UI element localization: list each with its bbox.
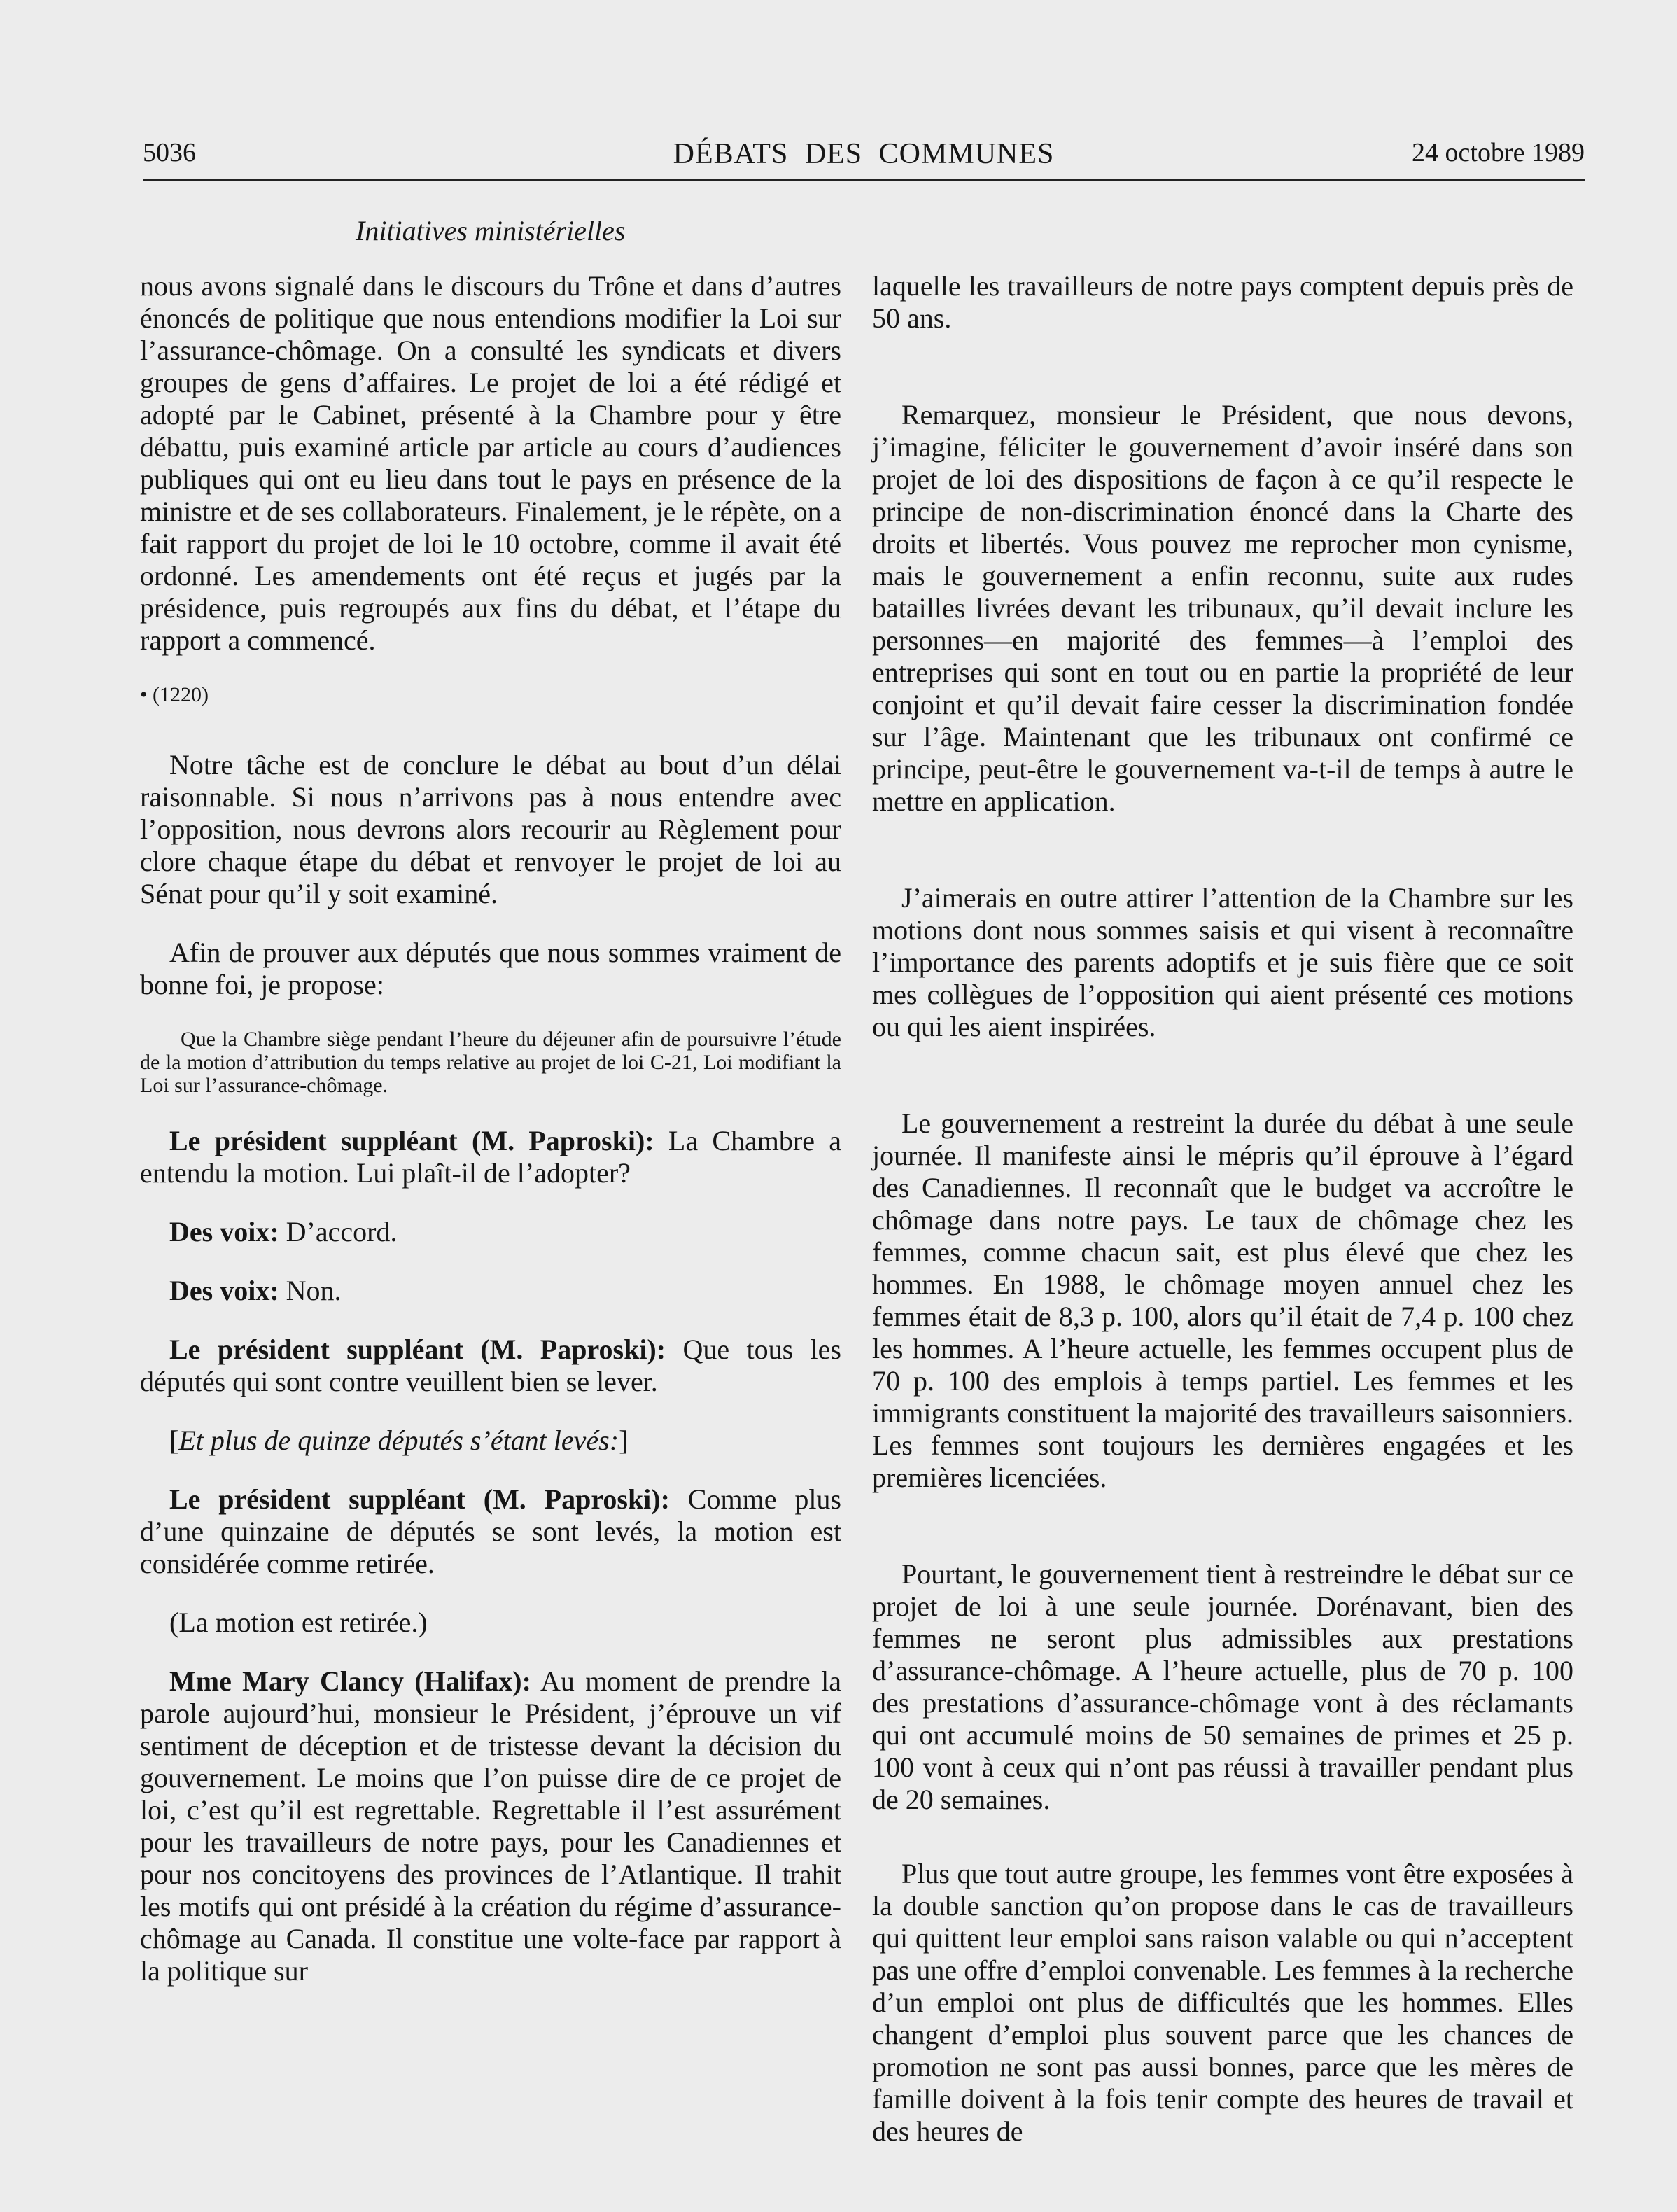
speech-entry	[140, 1125, 841, 1189]
speaker-name: Des voix:	[169, 1216, 279, 1247]
speaker-name: Le président suppléant (M. Paproski):	[169, 1334, 666, 1365]
speech-entry	[140, 1275, 841, 1307]
speech-entry	[140, 1216, 841, 1248]
paragraph: J’aimerais en outre attirer l’attention de la Chambre sur les motions dont nous sommes saisis et qui visent à reconnaître l’importance des parents adoptifs et je suis fière que ce soit mes collègues de l’opposition qui aient présenté ces motions ou qui les aient inspirées.	[872, 882, 1573, 1042]
paragraph: nous avons signalé dans le discours du Trône et dans d’autres énoncés de politique que nous entendions modifier la Loi sur l’assurance-chômage. On a consulté les syndicats et divers groupes de gens d’affaires. Le projet de loi a été rédigé et adopté par le Cabinet, présenté à la Chambre pour y être débattu, puis examiné article par article au cours d’audiences publiques qui ont eu lieu dans tout le pays en présence de la ministre et de ses collaborateurs. Finalement, je le répète, on a fait rapport du projet de loi le 10 octobre, comme il avait été ordonné. Les amendements ont été reçus et jugés par la présidence, puis regroupés aux fins du débat, et l’étape du rapport a commencé.	[140, 270, 841, 656]
right-column	[872, 270, 1573, 2212]
speech-text: Comme plus d’une quinzaine de députés se sont levés, la motion est considérée comme retirée.	[140, 1483, 842, 1579]
section-heading: Initiatives ministérielles	[356, 215, 626, 246]
speaker-name: Le président suppléant (M. Paproski):	[169, 1483, 670, 1515]
stage-direction	[140, 1424, 841, 1457]
bracket-open: [	[169, 1424, 179, 1456]
procedural-note: (La motion est retirée.)	[169, 1606, 428, 1638]
journal-title: DÉBATS DES COMMUNES	[673, 138, 1055, 170]
paragraph: Afin de prouver aux députés que nous sommes vraiment de bonne foi, je propose:	[140, 937, 841, 1000]
paragraph: Le gouvernement a restreint la durée du débat à une seule journée. Il manifeste ainsi le mépris qu’il éprouve à l’égard des Canadiennes. Il reconnaît que le budget va accroître le chômage dans notre pays. Le taux de chômage chez les femmes, comme chacun sait, est plus élevé que chez les hommes. En 1988, le chômage moyen annuel chez les femmes était de 8,3 p. 100, alors qu’il était de 7,4 p. 100 chez les hommes. A l’heure actuelle, les femmes occupent plus de 70 p. 100 des emplois à temps partiel. Les femmes et les immigrants constituent la majorité des travailleurs saisonniers. Les femmes sont toujours les dernières engagées et les premières licenciées.	[872, 1107, 1573, 1493]
page-number: 5036	[143, 138, 196, 167]
speech-entry	[140, 1334, 841, 1398]
time-marker: • (1220)	[140, 683, 209, 706]
speaker-name: Des voix:	[169, 1275, 279, 1306]
speaker-name: Mme Mary Clancy (Halifax):	[169, 1665, 531, 1697]
paragraph: Notre tâche est de conclure le débat au bout d’un délai raisonnable. Si nous n’arrivons pas à nous entendre avec l’opposition, nous devrons alors recourir au Règlement pour clore chaque étape du débat et renvoyer le projet de loi au Sénat pour qu’il y soit examiné.	[140, 749, 841, 909]
speech-text: Au moment de prendre la parole aujourd’hui, monsieur le Président, j’éprouve un vif sentiment de déception et de tristesse devant la décision du gouvernement. Le moins que l’on puisse dire de ce projet de loi, c’est qu’il est regrettable. Regrettable il l’est assurément pour les travailleurs de notre pays, pour les Canadiennes et pour nos concitoyens des provinces de l’Atlantique. Il trahit les motifs qui ont présidé à la création du régime d’assurance-chômage au Canada. Il constitue une volte-face par rapport à la politique sur	[140, 1665, 841, 1987]
speech-text: Que tous les députés qui sont contre veuillent bien se lever.	[140, 1334, 841, 1397]
header-date: 24 octobre 1989	[1412, 138, 1585, 167]
paragraph: laquelle les travailleurs de notre pays comptent depuis près de 50 ans.	[872, 270, 1573, 334]
bracket-close: ]	[619, 1424, 629, 1456]
page-header	[143, 137, 1585, 179]
stage-direction-text: Et plus de quinze députés s’étant levés:	[178, 1424, 619, 1456]
paragraph: Pourtant, le gouvernement tient à restreindre le débat sur ce projet de loi à une seule journée. Dorénavant, bien des femmes ne seront plus admissibles aux prestations d’assurance-chômage. A l’heure actuelle, plus de 70 p. 100 des prestations d’assurance-chômage vont à des réclamants qui ont accumulé moins de 50 semaines de primes et 25 p. 100 vont à ceux qui n’ont pas réussi à travailler pendant plus de 20 semaines.	[872, 1558, 1573, 1815]
left-column	[140, 270, 841, 2014]
speech-text: Non.	[279, 1275, 342, 1306]
header-rule	[143, 179, 1585, 181]
paragraph: Remarquez, monsieur le Président, que nous devons, j’imagine, féliciter le gouvernement d’avoir inséré dans son projet de loi des dispositions de façon à ce qu’il respecte le principe de non-discrimination énoncé dans la Charte des droits et libertés. Vous pouvez me reprocher mon cynisme, mais le gouvernement a enfin reconnu, suite aux rudes batailles livrées devant les tribunaux, qu’il devait inclure les personnes—en majorité des femmes—à l’emploi des entreprises qui sont en tout ou en partie la propriété de leur conjoint et qu’il devait faire cesser la discrimination fondée sur l’âge. Maintenant que les tribunaux ont confirmé ce principe, peut-être le gouvernement va-t-il de temps à autre le mettre en application.	[872, 399, 1573, 817]
paragraph: Plus que tout autre groupe, les femmes vont être exposées à la double sanction qu’on propose dans le cas de travailleurs qui quittent leur emploi sans raison valable ou qui n’acceptent pas une offre d’emploi convenable. Les femmes à la recherche d’un emploi ont plus de difficultés que les hommes. Elles changent d’emploi plus souvent parce que les chances de promotion ne sont pas aussi bonnes, parce que les mères de famille doivent à la fois tenir compte des heures de travail et des heures de	[872, 1858, 1573, 2147]
speech-text: La Chambre a entendu la motion. Lui plaît-il de l’adopter?	[140, 1125, 842, 1189]
motion-text: Que la Chambre siège pendant l’heure du déjeuner afin de poursuivre l’étude de la motion d’attribution du temps relative au projet de loi C-21, Loi modifiant la Loi sur l’assurance-chômage.	[140, 1028, 841, 1097]
speech-entry	[140, 1665, 841, 1987]
speech-entry	[140, 1483, 841, 1580]
speaker-name: Le président suppléant (M. Paproski):	[169, 1125, 654, 1156]
speech-text: D’accord.	[279, 1216, 398, 1247]
